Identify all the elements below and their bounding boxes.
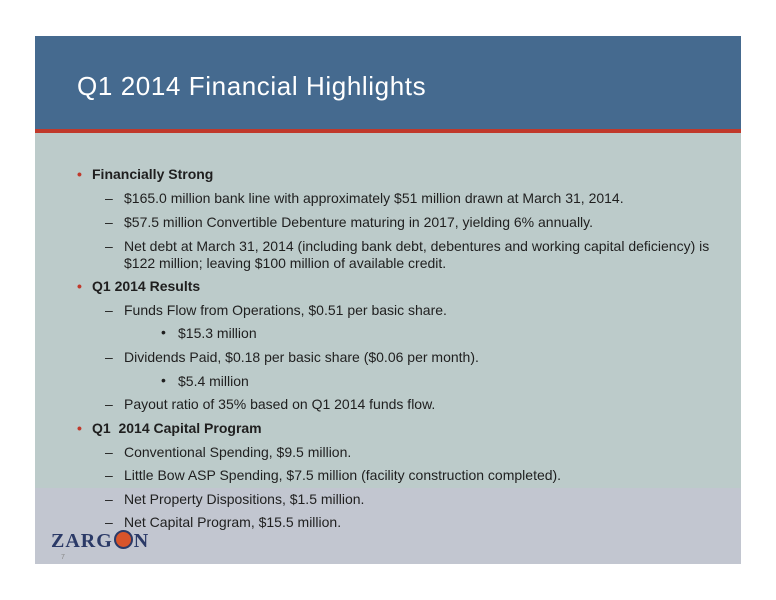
list-subitem: • $5.4 million — [161, 372, 249, 389]
bullet-dot-icon: • — [77, 420, 82, 436]
list-item: – Net debt at March 31, 2014 (including bank debt, debentures and working capital deficiency) is $122 million; leaving $100 million of available credit. — [105, 238, 710, 271]
list-item: – Net Capital Program, $15.5 million. — [105, 514, 342, 530]
slide — [35, 36, 741, 564]
list-item: – Payout ratio of 35% based on Q1 2014 funds flow. — [105, 396, 436, 412]
list-item: – Dividends Paid, $0.18 per basic share ($0.06 per month). — [105, 349, 479, 365]
list-item: – Net Property Dispositions, $1.5 million. — [105, 491, 365, 507]
slide-content — [35, 36, 741, 564]
bullet-dot-icon: • — [77, 278, 82, 294]
section-heading-q1-results: • Q1 2014 Results — [77, 278, 201, 294]
bullet-dot-icon: • — [77, 166, 82, 182]
logo-o-icon — [114, 530, 133, 549]
slide-title: Q1 2014 Financial Highlights — [77, 71, 427, 101]
list-item: – Funds Flow from Operations, $0.51 per basic share. — [105, 302, 447, 318]
list-item: – Little Bow ASP Spending, $7.5 million (facility construction completed). — [105, 467, 562, 483]
list-item: – $165.0 million bank line with approximately $51 million drawn at March 31, 2014. — [105, 190, 624, 206]
section-heading-capital-program: • Q1 2014 Capital Program — [77, 420, 262, 436]
zargon-logo: ZARG N — [51, 530, 150, 552]
page-number: 7 — [61, 554, 65, 561]
section-heading-financially-strong: • Financially Strong — [77, 166, 214, 182]
list-subitem: • $15.3 million — [161, 324, 257, 341]
list-item: – Conventional Spending, $9.5 million. — [105, 444, 352, 460]
list-item: – $57.5 million Convertible Debenture maturing in 2017, yielding 6% annually. — [105, 214, 594, 230]
